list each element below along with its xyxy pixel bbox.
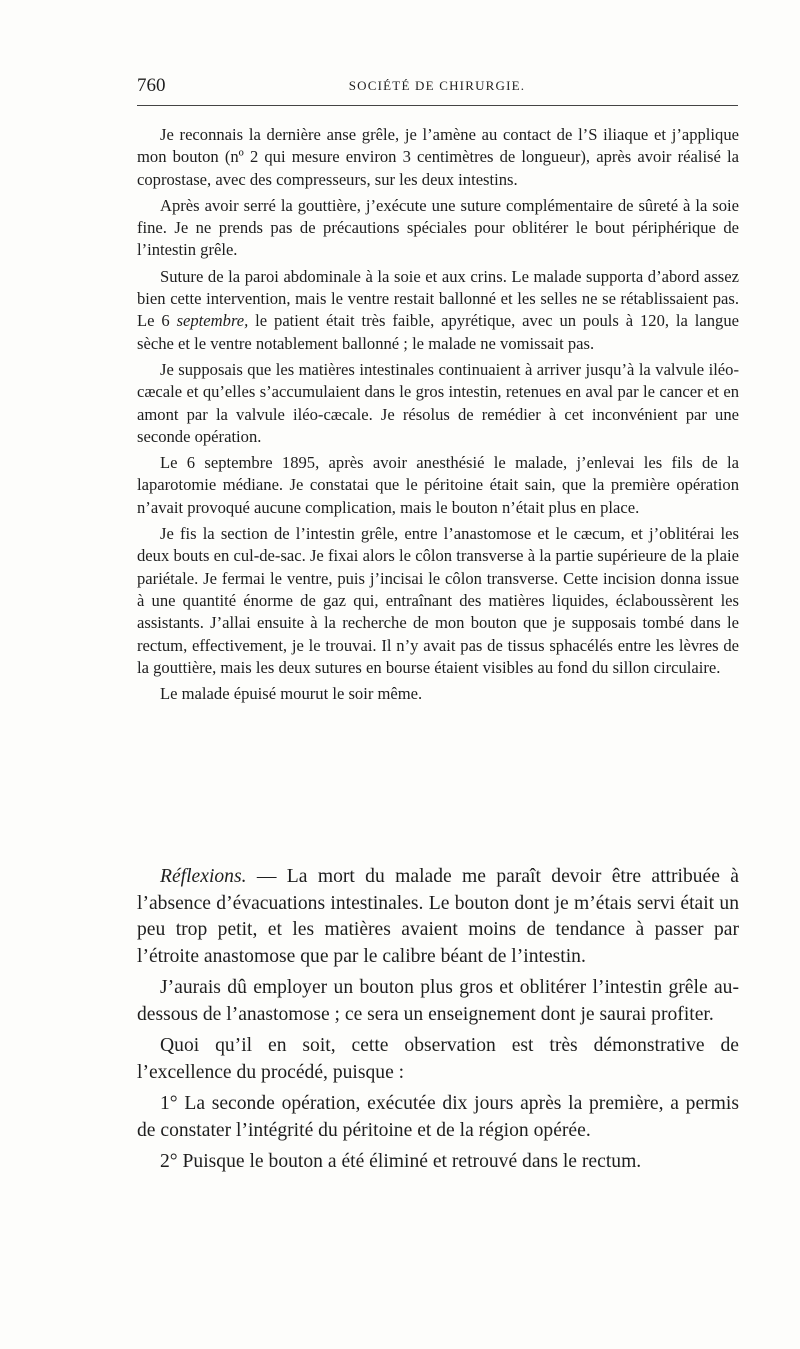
numbered-item: 1° La seconde opération, exécutée dix jours après la première, a permis de constater l’intégrité du péritoine et de la région opérée. <box>137 1093 739 1141</box>
header-rule <box>137 105 738 106</box>
paragraph: Réflexions. — La mort du malade me paraît devoir être attribuée à l’absence d’évacuations intestinales. Le bouton dont je m’étais servi était un peu trop petit, et les matières avaient moins de tendance à passer par l’étroite anastomose que par le calibre béant de l’intestin. <box>137 866 739 967</box>
numbered-item: 2° Puisque le bouton a été éliminé et retrouvé dans le rectum. <box>160 1151 642 1172</box>
paragraph: Je reconnais la dernière anse grêle, je l’amène au contact de l’S iliaque et j’applique mon bouton (nº 2 qui mesure environ 3 centimètres de longueur), après avoir réalisé la coprostase, avec des compresseurs, sur les deux intestins. <box>137 125 739 189</box>
paragraph: Suture de la paroi abdominale à la soie et aux crins. Le malade supporta d’abord assez bien cette intervention, mais le ventre restait ballonné et les selles ne se rétablissaient pas. Le 6 septembre, le patient était très faible, apyrétique, avec un pouls à 120, la langue sèche et le ventre notablement ballonné ; le malade ne vomissait pas. <box>137 266 739 353</box>
paragraph: Après avoir serré la gouttière, j’exécute une suture complémentaire de sûreté à la soie fine. Je ne prends pas de précautions spéciales pour oblitérer le bout périphérique de l’intestin grêle. <box>137 195 739 260</box>
paragraph: Le 6 septembre 1895, après avoir anesthésié le malade, j’enlevai les fils de la laparotomie médiane. Je constatai que le péritoine était sain, que la première opération n’avait provoqué aucune complication, mais le bouton n’était plus en place. <box>137 453 739 517</box>
italic-date: septembre, <box>176 311 249 331</box>
paragraph: Je fis la section de l’intestin grêle, entre l’anastomose et le cæcum, et j’oblitérai les deux bouts en cul-de-sac. Je fixai alors le côlon transverse à la partie supérieure de la plaie pariétale. Je fermai le ventre, puis j’incisai le côlon transverse. Cette incision donna issue à une quantité énorme de gaz qui, entraînant des matières liquides, éclaboussèrent les assistants. J’allai ensuite à la recherche de mon bouton que je supposais tombé dans le rectum, effectivement, je le trouvai. Il n’y avait pas de tissus sphacélés entre les lèvres de la gouttière, mais les deux sutures en bourse étaient visibles au fond du sillon circulaire. <box>137 524 739 677</box>
reflexions-text <box>137 864 739 1181</box>
running-title: SOCIÉTÉ DE CHIRURGIE. <box>348 78 526 93</box>
page-number: 760 <box>137 75 166 96</box>
paragraph: Quoi qu’il en soit, cette observation est très démonstrative de l’excellence du procédé, puisque : <box>137 1035 739 1083</box>
paragraph: Je supposais que les matières intestinales continuaient à arriver jusqu’à la valvule iléo-cæcale et qu’elles s’accumulaient dans le gros intestin, retenues en aval par le cancer et en amont par la valvule iléo-cæcale. Je résolus de remédier à cet inconvénient par une seconde opération. <box>137 359 739 446</box>
paragraph: J’aurais dû employer un bouton plus gros et oblitérer l’intestin grêle au-dessous de l’anastomose ; ce sera un enseignement dont je saurai profiter. <box>137 977 739 1025</box>
observation-text <box>137 124 739 709</box>
reflexions-heading: Réflexions. <box>160 866 247 887</box>
paragraph: Le malade épuisé mourut le soir même. <box>160 684 423 704</box>
page-header <box>137 75 737 99</box>
